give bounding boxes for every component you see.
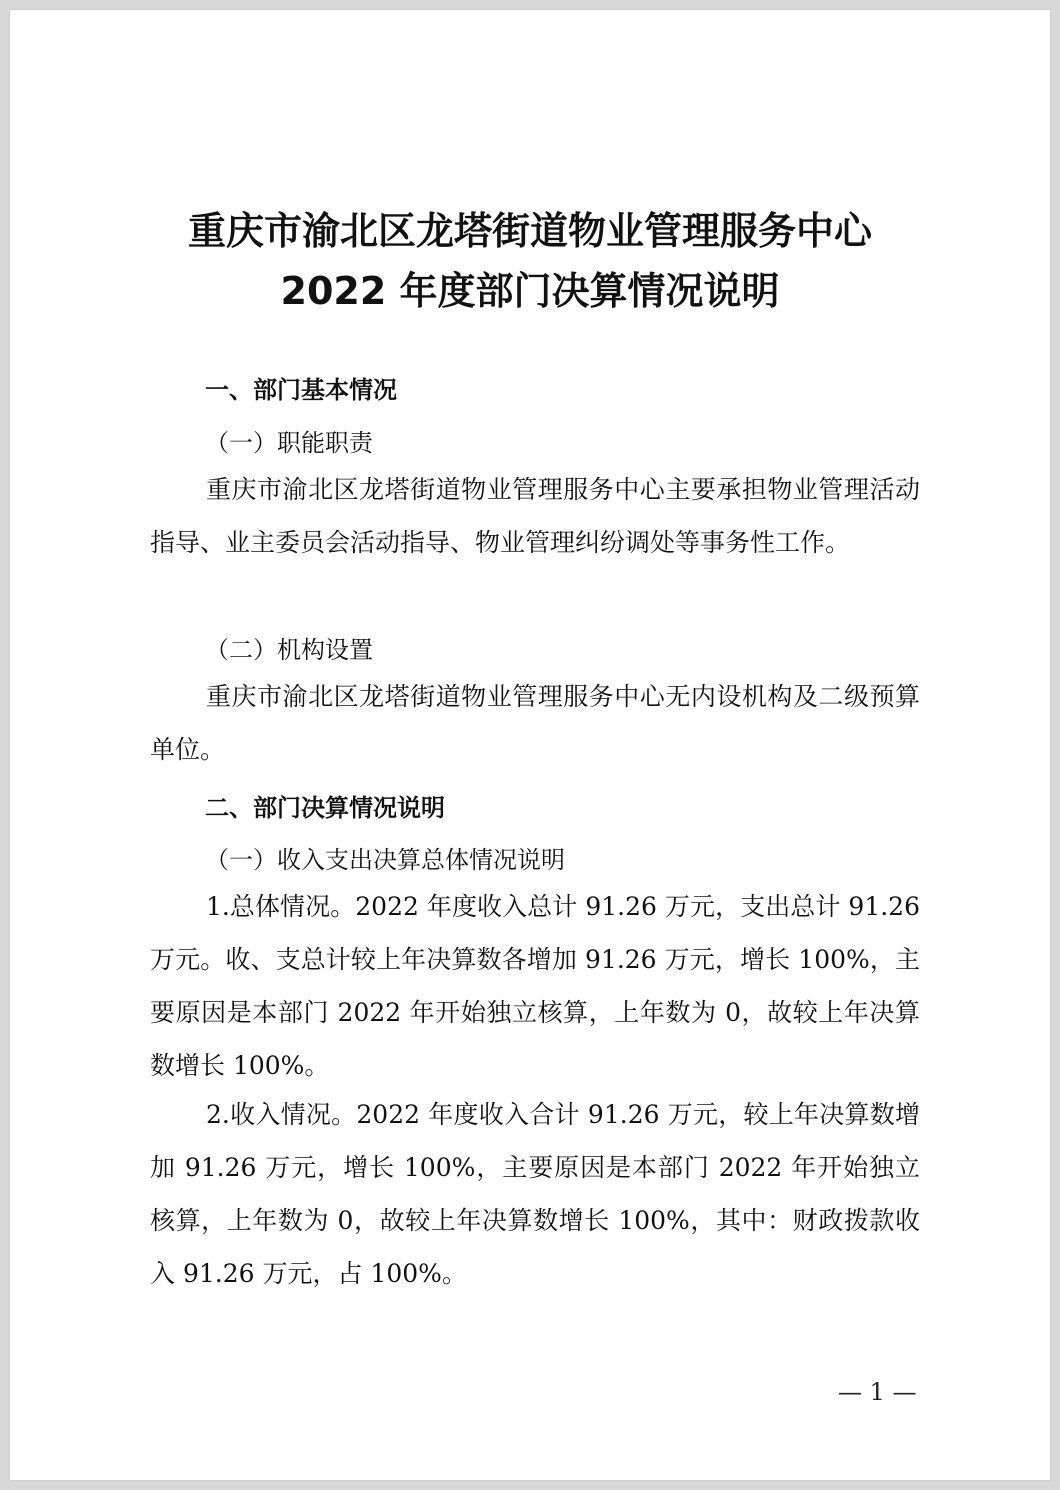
section2-sub1-heading: （一）收入支出决算总体情况说明 — [205, 846, 565, 874]
document-title-line1: 重庆市渝北区龙塔街道物业管理服务中心 — [187, 209, 872, 253]
section2-para-income: 2.收入情况。2022 年度收入合计 91.26 万元，较上年决算数增加 91.26 万元，增长 100%，主要原因是本部门 2022 年开始独立核算，上年数为 0，故较上年决算数增长 100%，其中：财政拨款收入 91.26 万元，占 100%。 — [150, 1100, 920, 1288]
page-number: — 1 — — [838, 1378, 917, 1406]
section1-sub1-heading: （一）职能职责 — [205, 429, 373, 457]
section1-sub2-heading: （二）机构设置 — [205, 636, 373, 664]
section1-sub1-text: 重庆市渝北区龙塔街道物业管理服务中心主要承担物业管理活动指导、业主委员会活动指导、物业管理纠纷调处等事务性工作。 — [150, 475, 920, 557]
section1-sub2-text: 重庆市渝北区龙塔街道物业管理服务中心无内设机构及二级预算单位。 — [150, 682, 920, 764]
section2-heading: 二、部门决算情况说明 — [205, 794, 445, 822]
section2-para-overall: 1.总体情况。2022 年度收入总计 91.26 万元，支出总计 91.26 万元。收、支总计较上年决算数各增加 91.26 万元，增长 100%，主要原因是本部门 2022 年开始独立核算，上年数为 0，故较上年决算数增长 100%。 — [150, 892, 920, 1080]
document-title-line2: 2022 年度部门决算情况说明 — [280, 269, 780, 313]
document-page — [10, 10, 1050, 1480]
section1-heading: 一、部门基本情况 — [205, 376, 397, 404]
